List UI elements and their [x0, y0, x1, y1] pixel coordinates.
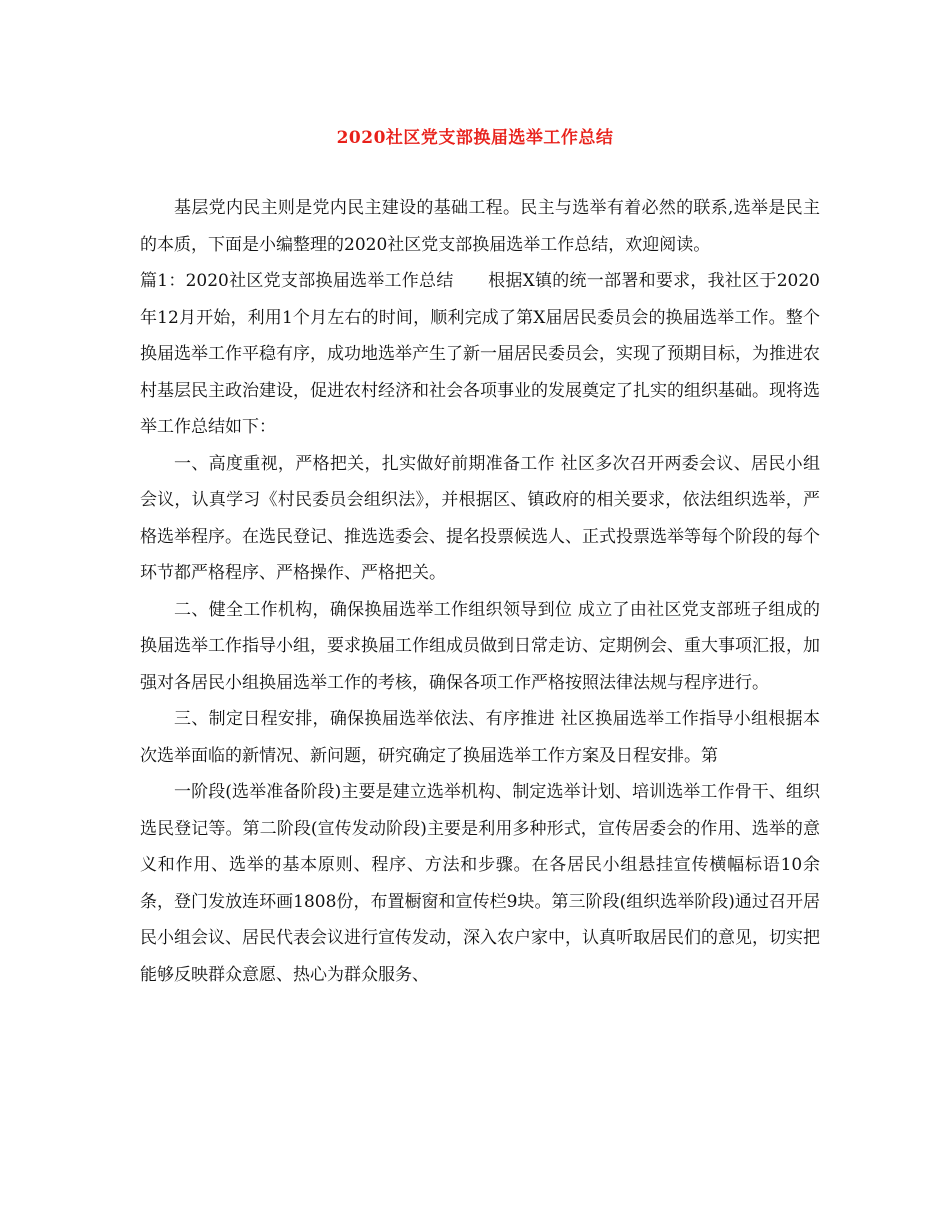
paragraph-point-1: 一、高度重视，严格把关，扎实做好前期准备工作 社区多次召开两委会议、居民小组会议，认真学习《村民委员会组织法》，并根据区、镇政府的相关要求，依法组织选举，严格选举程序。在选民登记、推选选委会、提名投票候选人、正式投票选举等每个阶段的每个环节都严格程序、严格操作、严格把关。: [140, 453, 820, 583]
paragraph-point-2: 二、健全工作机构，确保换届选举工作组织领导到位 成立了由社区党支部班子组成的换届选举工作指导小组，要求换届工作组成员做到日常走访、定期例会、重大事项汇报，加强对各居民小组换届选举工作的考核，确保各项工作严格按照法律法规与程序进行。: [140, 599, 820, 693]
paragraph-intro: 基层党内民主则是党内民主建设的基础工程。民主与选举有着必然的联系,选举是民主的本质，下面是小编整理的2020社区党支部换届选举工作总结，欢迎阅读。: [140, 198, 820, 255]
paragraph-section-1: 篇1：2020社区党支部换届选举工作总结 根据X镇的统一部署和要求，我社区于2020年12月开始，利用1个月左右的时间，顺利完成了第X届居民委员会的换届选举工作。整个换届选举工作平稳有序，成功地选举产生了新一届居民委员会，实现了预期目标，为推进农村基层民主政治建设，促进农村经济和社会各项事业的发展奠定了扎实的组织基础。现将选举工作总结如下：: [140, 271, 820, 437]
paragraph-stages: 一阶段(选举准备阶段)主要是建立选举机构、制定选举计划、培训选举工作骨干、组织选民登记等。第二阶段(宣传发动阶段)主要是利用多种形式，宣传居委会的作用、选举的意义和作用、选举的基本原则、程序、方法和步骤。在各居民小组悬挂宣传横幅标语10余条，登门发放连环画1808份，布置橱窗和宣传栏9块。第三阶段(组织选举阶段)通过召开居民小组会议、居民代表会议进行宣传发动，深入农户家中，认真听取居民们的意见，切实把能够反映群众意愿、热心为群众服务、: [140, 782, 820, 985]
document-body: [140, 190, 820, 993]
document-title: 2020社区党支部换届选举工作总结: [336, 128, 614, 148]
paragraph-point-3: 三、制定日程安排，确保换届选举依法、有序推进 社区换届选举工作指导小组根据本次选举面临的新情况、新问题，研究确定了换届选举工作方案及日程安排。第: [140, 709, 820, 766]
